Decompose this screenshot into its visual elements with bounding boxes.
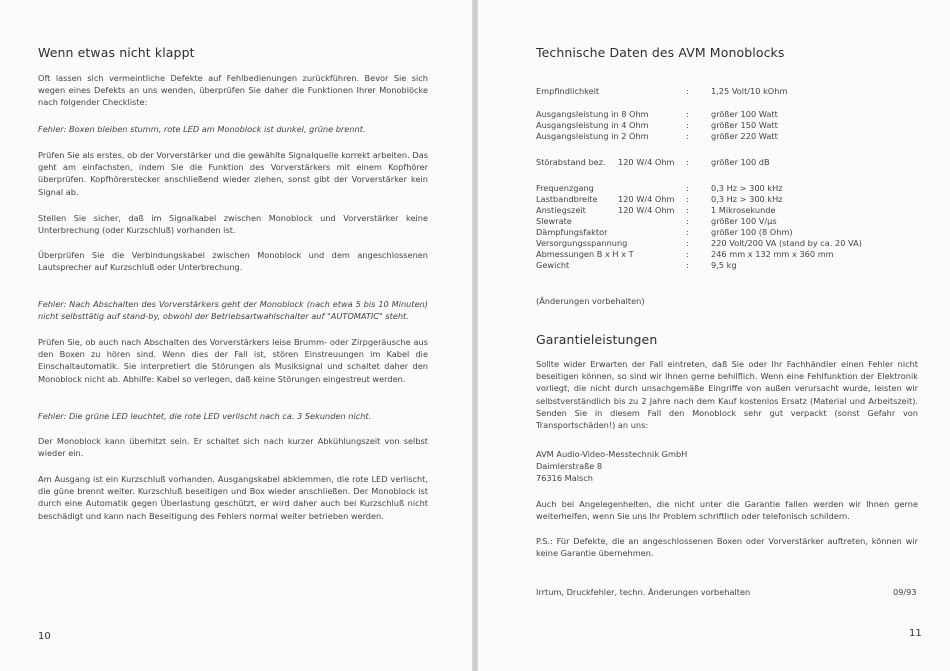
spec-row — [536, 157, 866, 168]
fault-2: Fehler: Nach Abschalten des Vorverstärkers geht der Monoblock (nach etwa 5 bis 10 Minuten) nicht selbsttätig auf stand-by, obwohl der Betriebsartwahlschalter auf "AUTOMATIC" steht. — [38, 299, 428, 322]
address-company: AVM Audio-Video-Messtechnik GmbH — [536, 449, 688, 459]
specs-title: Technische Daten des AVM Monoblocks — [536, 45, 785, 60]
warranty-title: Garantieleistungen — [536, 332, 658, 347]
spec-colon: : — [686, 238, 689, 248]
spec-label: Frequenzgang — [536, 183, 594, 193]
spec-label: Empfindlichkeit — [536, 86, 600, 96]
paragraph-3: Überprüfen Sie die Verbindungskabel zwischen Monoblock und dem angeschlossenen Lautsprecher auf Kurzschluß oder Unterbrechung. — [38, 250, 428, 273]
paragraph-6: Am Ausgang ist ein Kurzschluß vorhanden. Ausgangskabel abklemmen, die rote LED verlischt, die güne brennt weiter. Kurzschluß beseitigen und Box wieder anschließen. Der Monoblock ist durch eine Automatik gegen Überlastung geschützt, er wird daher auch bei Kurzschluß nicht beschädigt und kann nach Beseitigung des Fehlers normal weiter betrieben werden. — [38, 474, 428, 521]
fault-1: Fehler: Boxen bleiben stumm, rote LED am Monoblock ist dunkel, grüne brennt. — [38, 124, 366, 134]
spec-value: größer 100 (8 Ohm) — [711, 227, 793, 237]
spec-colon: : — [686, 194, 689, 204]
spec-label: Anstiegszeit — [536, 205, 586, 215]
intro-paragraph: Oft lassen sich vermeintliche Defekte auf Fehlbedienungen zurückführen. Bevor Sie sich wegen eines Defekts an uns wenden, überprüfen Sie daher die Funktionen Ihrer Monoblöcke nach folgender Checkliste: — [38, 73, 428, 108]
paragraph-5: Der Monoblock kann überhitzt sein. Er schaltet sich nach kurzer Abkühlungszeit von selbst wieder ein. — [38, 436, 428, 459]
warranty-paragraph-1: Sollte wider Erwarten der Fall eintreten, daß Sie oder Ihr Fachhändler einen Fehler nicht beseitigen können, so sind wir Ihnen gerne behilflich. Wenn eine Fehlfunktion der Elektronik vorliegt, die nicht durch unsachgemäße Eingriffe von außen verursacht wurde, leisten wir selbstverständlich bis zu 2 Jahre nach dem Kauf kostenlos Ersatz (Material und Arbeitszeit). Senden Sie in diesem Fall den Monoblock sehr gut verpackt (sonst Gefahr von Transportschäden!) an uns: — [536, 359, 918, 431]
spec-row — [536, 131, 866, 142]
spec-condition: 120 W/4 Ohm — [618, 157, 675, 167]
spec-colon: : — [686, 120, 689, 130]
paragraph-4: Prüfen Sie, ob auch nach Abschalten des Vorverstärkers leise Brumm- oder Zirpgeräusche aus den Boxen zu hören sind. Wenn dies der Fall ist, stören Einstreuungen im Kabel die Einschaltautomatik. Sie interpretiert die Störungen als Musiksignal und schaltet daher den Monoblock nicht ab. Abhilfe: Kabel so verlegen, daß keine Störungen eingestreut werden. — [38, 337, 428, 384]
spec-value: größer 100 dB — [711, 157, 770, 167]
spec-row — [536, 183, 866, 194]
spec-label: Ausgangsleistung in 4 Ohm — [536, 120, 649, 130]
spec-value: größer 150 Watt — [711, 120, 778, 130]
paragraph-2: Stellen Sie sicher, daß im Signalkabel zwischen Monoblock und Vorverstärker keine Unterbrechung (oder Kurzschluß) vorhanden ist. — [38, 213, 428, 236]
spec-label: Abmessungen B x H x T — [536, 249, 634, 259]
fault-3: Fehler: Die grüne LED leuchtet, die rote LED verlischt nach ca. 3 Sekunden nicht. — [38, 411, 372, 421]
spec-row — [536, 205, 866, 216]
spec-colon: : — [686, 216, 689, 226]
spec-label: Störabstand bez. — [536, 157, 606, 167]
spec-label: Versorgungsspannung — [536, 238, 628, 248]
spec-colon: : — [686, 109, 689, 119]
spec-label: Dämpfungsfaktor — [536, 227, 608, 237]
spec-colon: : — [686, 131, 689, 141]
warranty-paragraph-2: Auch bei Angelegenheiten, die nicht unter die Garantie fallen werden wir Ihnen gerne weiterhelfen, wenn Sie uns Ihr Problem schriftlich oder telefonisch schildern. — [536, 499, 918, 522]
spec-row — [536, 216, 866, 227]
address-block — [536, 448, 687, 484]
spec-label: Lastbandbreite — [536, 194, 598, 204]
paragraph-1: Prüfen Sie als erstes, ob der Vorverstärker und die gewählte Signalquelle korrekt arbeiten. Das geht am einfachsten, indem Sie die Funktion des Vorverstärkers mit einem Kopfhörer überprüfen. Kopfhörerstecker anschließend wieder ziehen, sonst gibt der Vorverstärker kein Signal ab. — [38, 150, 428, 197]
spec-value: 9,5 kg — [711, 260, 737, 270]
spec-row — [536, 227, 866, 238]
spec-colon: : — [686, 249, 689, 259]
spec-label: Slewrate — [536, 216, 572, 226]
spec-value: 1 Mikrosekunde — [711, 205, 776, 215]
spec-condition: 120 W/4 Ohm — [618, 194, 675, 204]
page-number-left: 10 — [38, 631, 51, 642]
spec-value: 246 mm x 132 mm x 360 mm — [711, 249, 834, 259]
spec-colon: : — [686, 205, 689, 215]
spec-row — [536, 194, 866, 205]
spec-value: größer 220 Watt — [711, 131, 778, 141]
spec-colon: : — [686, 157, 689, 167]
spec-value: 1,25 Volt/10 kOhm — [711, 86, 788, 96]
troubleshooting-title: Wenn etwas nicht klappt — [38, 45, 195, 60]
spec-colon: : — [686, 227, 689, 237]
footer-date: 09/93 — [893, 587, 917, 597]
spec-condition: 120 W/4 Ohm — [618, 205, 675, 215]
spec-value: größer 100 Watt — [711, 109, 778, 119]
spec-row — [536, 249, 866, 260]
spec-row — [536, 120, 866, 131]
spec-colon: : — [686, 86, 689, 96]
spec-value: 0,3 Hz > 300 kHz — [711, 183, 783, 193]
warranty-paragraph-3: P.S.: Für Defekte, die an angeschlossenen Boxen oder Vorverstärker auftreten, können wir keine Garantie übernehmen. — [536, 536, 918, 559]
spec-label: Gewicht — [536, 260, 570, 270]
address-street: Daimlerstraße 8 — [536, 461, 603, 471]
footer-disclaimer: Irrtum, Druckfehler, techn. Änderungen vorbehalten — [536, 587, 751, 597]
spec-label: Ausgangsleistung in 2 Ohm — [536, 131, 649, 141]
address-city: 76316 Malsch — [536, 473, 593, 483]
spec-value: 0,3 Hz > 300 kHz — [711, 194, 783, 204]
spec-row — [536, 109, 866, 120]
spec-row — [536, 238, 866, 249]
spec-label: Ausgangsleistung in 8 Ohm — [536, 109, 649, 119]
spec-row — [536, 86, 866, 97]
spec-colon: : — [686, 183, 689, 193]
changes-note: (Änderungen vorbehalten) — [536, 296, 645, 306]
spec-value: größer 100 V/µs — [711, 216, 777, 226]
spec-colon: : — [686, 260, 689, 270]
spec-row — [536, 260, 866, 271]
book-gutter — [472, 0, 478, 671]
page-number-right: 11 — [909, 628, 922, 639]
spec-value: 220 Volt/200 VA (stand by ca. 20 VA) — [711, 238, 862, 248]
